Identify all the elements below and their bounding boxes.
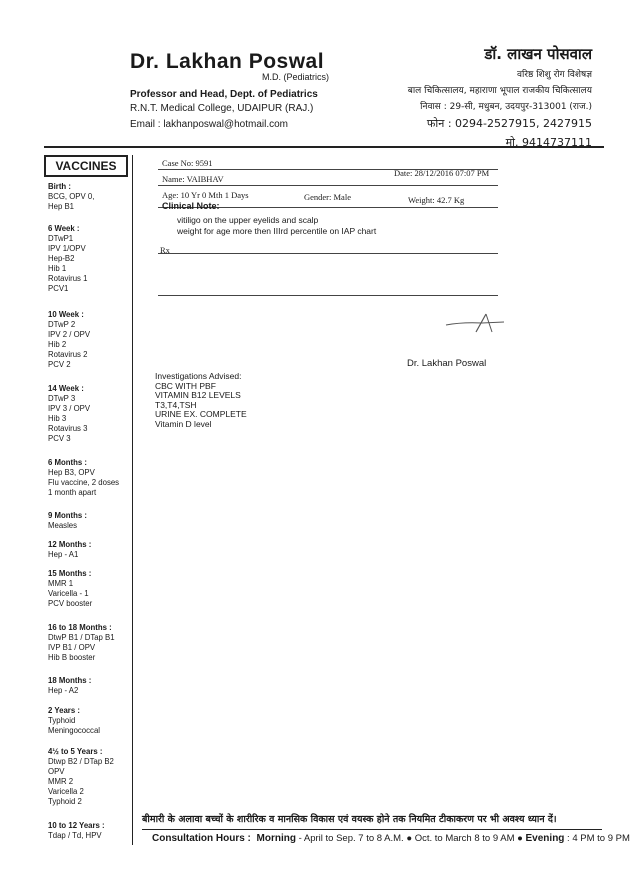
consultation-hours	[152, 833, 630, 844]
vaccine-group	[48, 676, 91, 696]
vaccine-item: Hib B booster	[48, 653, 96, 662]
vaccine-item: DTwP 2	[48, 320, 76, 329]
footer-divider	[142, 829, 602, 830]
vaccine-item: Varicella 2	[48, 787, 84, 796]
signature-scribble	[442, 312, 512, 336]
vaccine-group-heading: 14 Week :	[48, 384, 84, 393]
vaccine-item: Hib 1	[48, 264, 67, 273]
investigation-item: Vitamin D level	[155, 418, 212, 429]
investigations-title: Investigations Advised:	[155, 371, 242, 381]
patient-gender: Gender: Male	[304, 192, 351, 202]
vaccine-item: Typhoid	[48, 716, 76, 725]
vaccine-item: IPV 2 / OPV	[48, 330, 91, 339]
doctor-college: R.N.T. Medical College, UDAIPUR (RAJ.)	[130, 103, 314, 114]
vaccine-item: Varicella - 1	[48, 589, 89, 598]
case-line-2	[158, 185, 498, 186]
sidebar-divider	[132, 155, 133, 845]
evening-label: Evening	[525, 833, 565, 844]
vaccine-item: Tdap / Td, HPV	[48, 831, 102, 840]
case-date: Date: 28/12/2016 07:07 PM	[394, 168, 490, 178]
vaccine-item: Hep - A2	[48, 686, 79, 695]
vaccine-group	[48, 540, 91, 560]
vaccine-item: OPV	[48, 767, 65, 776]
vaccine-group-heading: 6 Months :	[48, 458, 87, 467]
vaccine-group-heading: 2 Years :	[48, 706, 80, 715]
vaccine-item: Hib 2	[48, 340, 67, 349]
vaccine-item: BCG, OPV 0,	[48, 192, 95, 201]
vaccine-item: Rotavirus 2	[48, 350, 88, 359]
clinical-note-title: Clinical Note:	[162, 201, 220, 211]
doctor-name-hindi: डॉ. लाखन पोसवाल	[484, 45, 592, 63]
vaccine-group-heading: 10 Week :	[48, 310, 84, 319]
vaccine-group	[48, 224, 87, 294]
vaccine-group	[48, 182, 94, 212]
vaccine-group-heading: 10 to 12 Years :	[48, 821, 105, 830]
investigations	[155, 372, 247, 429]
vaccine-item: Hep - A1	[48, 550, 79, 559]
case-number: Case No: 9591	[162, 158, 213, 168]
vaccine-item: Hib 3	[48, 414, 67, 423]
vaccine-item: IPV 3 / OPV	[48, 404, 91, 413]
vaccine-group	[48, 310, 90, 370]
vaccine-group-heading: 15 Months :	[48, 569, 92, 578]
vaccine-group-heading: 12 Months :	[48, 540, 92, 549]
vaccine-group-heading: 18 Months :	[48, 676, 92, 685]
vaccine-group	[48, 569, 92, 609]
vaccine-group	[48, 706, 100, 736]
vaccine-group-heading: 4½ to 5 Years :	[48, 747, 103, 756]
vaccine-group	[48, 458, 119, 498]
vaccine-item: Meningococcal	[48, 726, 101, 735]
vaccine-item: PCV1	[48, 284, 69, 293]
consult-label: Consultation Hours :	[152, 833, 251, 844]
vaccine-item: DTwP1	[48, 234, 74, 243]
hindi-header	[408, 44, 592, 150]
patient-weight: Weight: 42.7 Kg	[408, 195, 465, 205]
vaccine-item: Dtwp B2 / DTap B2	[48, 757, 114, 766]
vaccine-item: Flu vaccine, 2 doses	[48, 478, 120, 487]
vaccine-item: DTwP 3	[48, 394, 76, 403]
vaccine-item: Hep-B2	[48, 254, 75, 263]
vaccine-item: Rotavirus 3	[48, 424, 88, 433]
vaccine-group	[48, 747, 114, 807]
vaccine-item: PCV booster	[48, 599, 93, 608]
doctor-name: Dr. Lakhan Poswal	[130, 50, 325, 73]
signature-name: Dr. Lakhan Poswal	[407, 358, 487, 369]
vaccine-item: Hep B3, OPV	[48, 468, 95, 477]
doctor-title: Professor and Head, Dept. of Pediatrics	[130, 89, 318, 100]
clinical-note-line: weight for age more then IIIrd percentile on IAP chart	[177, 226, 377, 236]
vaccine-group	[48, 384, 90, 444]
vaccine-group-heading: 9 Months :	[48, 511, 87, 520]
patient-name: Name: VAIBHAV	[162, 174, 224, 184]
patient-age: Age: 10 Yr 0 Mth 1 Days	[162, 190, 249, 200]
vaccine-item: PCV 2	[48, 360, 71, 369]
hospital-hindi: बाल चिकित्सालय, महाराणा भूपाल राजकीय चिकित्सालय	[407, 86, 592, 96]
vaccine-group	[48, 623, 115, 663]
vaccines-title: VACCINES	[44, 155, 128, 177]
header-divider	[44, 146, 604, 148]
clinical-note-line: vitiligo on the upper eyelids and scalp	[177, 215, 319, 225]
phone-hindi: फोन : 0294-2527915, 2427915	[426, 117, 592, 130]
vaccine-group-heading: 16 to 18 Months :	[48, 623, 112, 632]
vaccine-sidebar	[44, 155, 130, 845]
address-hindi: निवास : 29-सी, मधुबन, उदयपुर-313001 (राज.)	[420, 102, 592, 112]
vaccine-group-heading: 6 Week :	[48, 224, 80, 233]
vaccine-item: MMR 2	[48, 777, 74, 786]
clinical-line	[158, 253, 498, 254]
investigation-item: CBC WITH PBF	[155, 380, 216, 391]
vaccine-item: 1 month apart	[48, 488, 97, 497]
vaccine-item: Hep B1	[48, 202, 75, 211]
morning-label: Morning	[256, 833, 296, 844]
investigation-item: T3,T4,TSH	[155, 399, 197, 410]
vaccine-group-heading: Birth :	[48, 182, 71, 191]
investigation-item: URINE EX. COMPLETE	[155, 409, 247, 419]
vaccine-item: Measles	[48, 521, 78, 530]
vaccine-item: MMR 1	[48, 579, 74, 588]
investigation-item: VITAMIN B12 LEVELS	[155, 390, 241, 400]
vaccine-item: Rotavirus 1	[48, 274, 88, 283]
vaccine-item: IVP B1 / OPV	[48, 643, 96, 652]
doctor-degree: M.D. (Pediatrics)	[262, 72, 330, 82]
vaccine-item: DtwP B1 / DTap B1	[48, 633, 115, 642]
rx-line	[158, 295, 498, 296]
specialization-hindi: वरिष्ठ शिशु रोग विशेषज्ञ	[517, 70, 592, 80]
vaccine-item: PCV 3	[48, 434, 71, 443]
clinical-note-text	[177, 215, 376, 237]
morning-text: - April to Sep. 7 to 8 A.M. ● Oct. to March 8 to 9 AM ●	[295, 833, 526, 844]
footer-hindi-note: बीमारी के अलावा बच्चों के शारीरिक व मानसिक विकास एवं वयस्क होने तक नियमित टीकाकरण पर भी अवश्य ध्यान दें।	[142, 814, 557, 825]
evening-text: : 4 PM to 9 PM	[564, 833, 630, 844]
vaccine-item: IPV 1/OPV	[48, 244, 86, 253]
vaccine-group	[48, 821, 105, 841]
rx-label: Rx	[160, 245, 170, 255]
vaccine-group	[48, 511, 87, 531]
vaccine-item: Typhoid 2	[48, 797, 82, 806]
mobile-hindi: मो. 9414737111	[505, 136, 592, 149]
doctor-email: Email : lakhanposwal@hotmail.com	[130, 119, 288, 130]
